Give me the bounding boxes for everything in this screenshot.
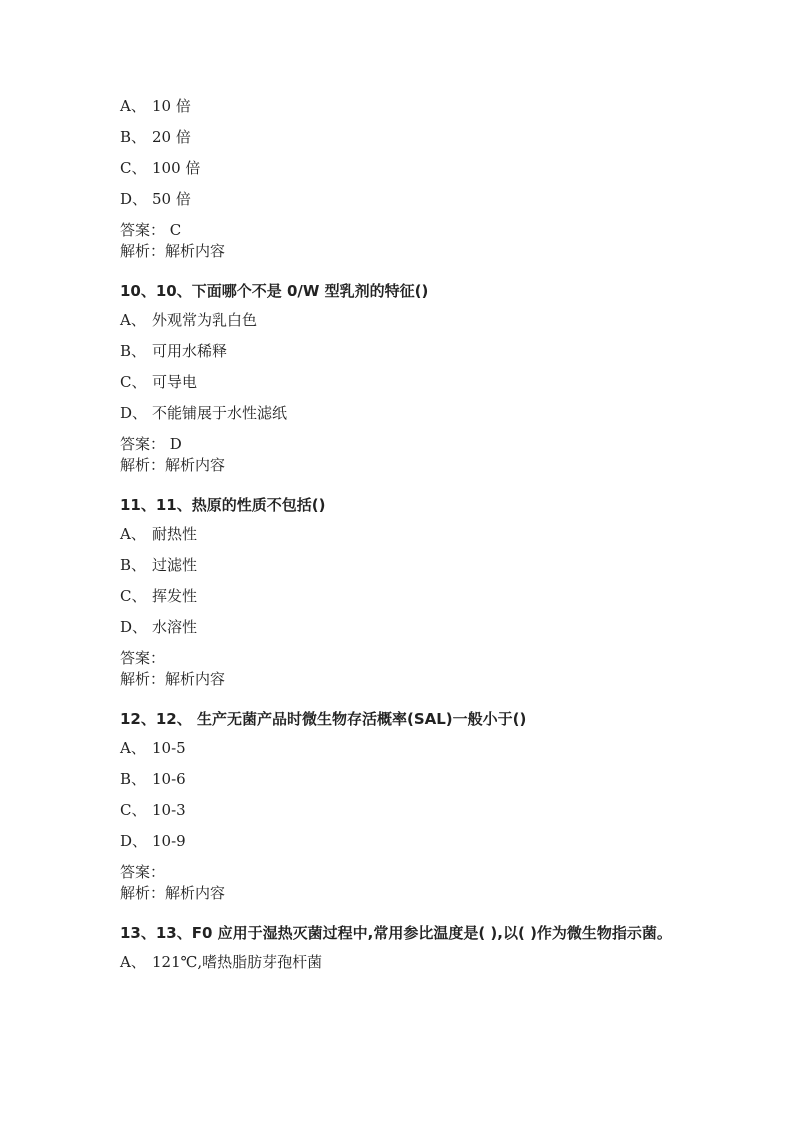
answer-line: 答案： D xyxy=(120,435,182,453)
option-d xyxy=(120,617,720,648)
option-b xyxy=(120,769,720,800)
option-text: 100 倍 xyxy=(152,159,201,177)
option-c xyxy=(120,158,720,189)
option-text: 10-3 xyxy=(152,801,186,819)
option-letter: B、 xyxy=(120,556,147,574)
analysis-line: 解析：解析内容 xyxy=(120,456,226,474)
option-text: 10-9 xyxy=(152,832,186,850)
option-text: 20 倍 xyxy=(152,128,191,146)
question-block-10 xyxy=(120,278,720,476)
option-letter: C、 xyxy=(120,159,147,177)
option-letter: B、 xyxy=(120,128,147,146)
option-letter: D、 xyxy=(120,190,148,208)
option-text: 10 倍 xyxy=(152,97,191,115)
question-block-13 xyxy=(120,920,720,983)
option-letter: C、 xyxy=(120,373,147,391)
question-title: 10、10、下面哪个不是 0/W 型乳剂的特征() xyxy=(120,282,429,300)
option-b xyxy=(120,341,720,372)
option-a xyxy=(120,524,720,555)
question-block-12 xyxy=(120,706,720,904)
option-c xyxy=(120,586,720,617)
answer-line: 答案： C xyxy=(120,221,182,239)
option-text: 挥发性 xyxy=(152,587,198,605)
analysis-line: 解析：解析内容 xyxy=(120,242,226,260)
question-title: 13、13、F0 应用于湿热灭菌过程中,常用参比温度是( ),以( )作为微生物指示菌。 xyxy=(120,924,672,942)
option-d xyxy=(120,403,720,434)
option-text: 10-5 xyxy=(152,739,186,757)
answer-line: 答案： xyxy=(120,649,166,667)
option-letter: C、 xyxy=(120,587,147,605)
option-letter: D、 xyxy=(120,618,148,636)
option-letter: D、 xyxy=(120,832,148,850)
question-title: 11、11、热原的性质不包括() xyxy=(120,496,326,514)
option-letter: C、 xyxy=(120,801,147,819)
option-letter: B、 xyxy=(120,342,147,360)
option-text: 121℃,嗜热脂肪芽孢杆菌 xyxy=(152,953,323,971)
option-text: 可用水稀释 xyxy=(152,342,228,360)
option-letter: A、 xyxy=(120,97,146,115)
option-text: 耐热性 xyxy=(152,525,198,543)
option-text: 50 倍 xyxy=(152,190,191,208)
option-text: 不能铺展于水性滤纸 xyxy=(152,404,288,422)
question-block-11 xyxy=(120,492,720,690)
option-letter: D、 xyxy=(120,404,148,422)
option-b xyxy=(120,127,720,158)
option-letter: B、 xyxy=(120,770,147,788)
option-b xyxy=(120,555,720,586)
option-letter: A、 xyxy=(120,953,146,971)
analysis-line: 解析：解析内容 xyxy=(120,884,226,902)
option-text: 外观常为乳白色 xyxy=(152,311,258,329)
analysis-line: 解析：解析内容 xyxy=(120,670,226,688)
option-d xyxy=(120,831,720,862)
option-text: 可导电 xyxy=(152,373,198,391)
question-block-9 xyxy=(120,96,720,262)
option-letter: A、 xyxy=(120,739,146,757)
option-letter: A、 xyxy=(120,311,146,329)
question-title: 12、12、 生产无菌产品时微生物存活概率(SAL)一般小于() xyxy=(120,710,527,728)
option-letter: A、 xyxy=(120,525,146,543)
option-a xyxy=(120,96,720,127)
option-text: 过滤性 xyxy=(152,556,198,574)
answer-line: 答案： xyxy=(120,863,166,881)
option-a xyxy=(120,738,720,769)
option-c xyxy=(120,372,720,403)
option-text: 水溶性 xyxy=(152,618,198,636)
option-d xyxy=(120,189,720,220)
option-a xyxy=(120,310,720,341)
option-text: 10-6 xyxy=(152,770,186,788)
option-c xyxy=(120,800,720,831)
option-a xyxy=(120,952,720,983)
